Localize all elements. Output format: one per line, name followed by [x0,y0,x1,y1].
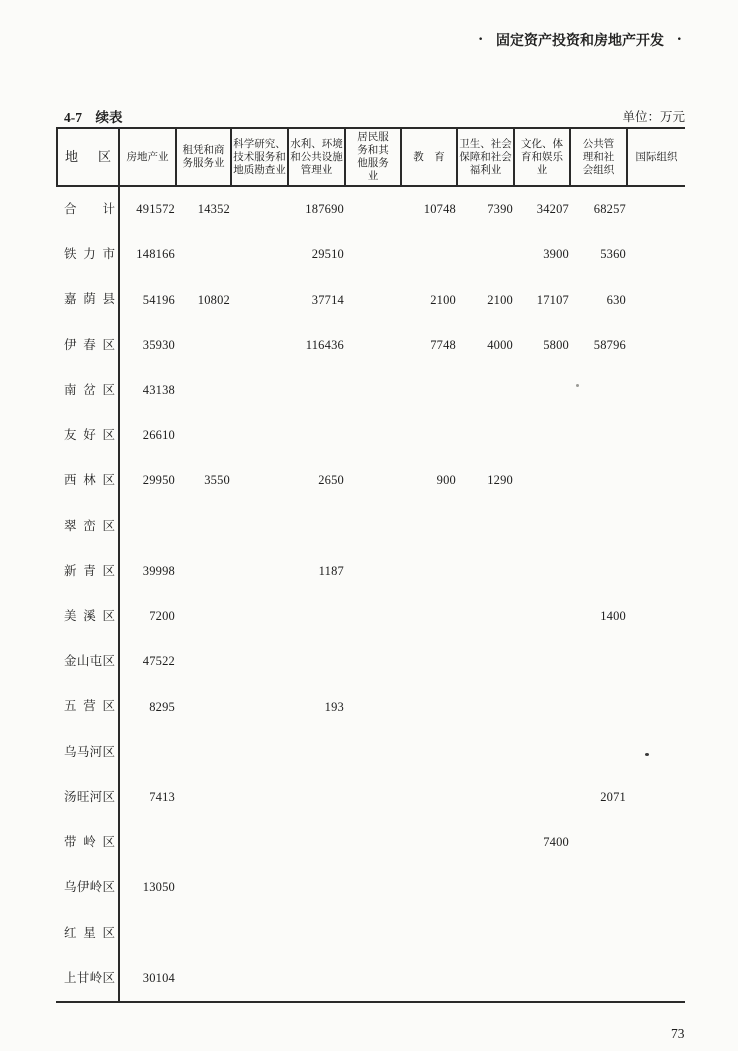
value-cell [346,820,402,865]
value-cell [628,504,685,549]
value-cell [289,820,346,865]
value-cell [571,549,628,594]
header-dot-left: · [478,31,484,48]
value-cell: 39998 [142,563,175,578]
value-cell [458,639,515,684]
table-row [56,368,685,413]
value-cell [232,413,289,458]
value-cell: 29950 [142,473,175,488]
value-cell [177,639,232,684]
column-header-10: 国际组织 [635,151,678,163]
table-row [56,413,685,458]
value-cell [177,368,232,413]
value-cell [177,820,232,865]
value-cell: 7748 [430,337,456,352]
value-cell: 17107 [536,292,569,307]
value-cell [289,413,346,458]
value-cell: 630 [606,292,626,307]
value-cell [515,911,571,956]
value-cell: 491572 [136,202,175,217]
value-cell [458,730,515,775]
value-cell: 7200 [149,609,175,624]
value-cell [402,730,458,775]
value-cell [346,323,402,368]
value-cell [289,730,346,775]
value-cell [289,504,346,549]
statistics-table [56,127,685,1003]
value-cell: 3900 [543,247,569,262]
value-cell [628,549,685,594]
value-cell: 193 [324,699,344,714]
value-cell [120,911,177,956]
value-cell [289,865,346,910]
header-dot-right: · [676,31,682,48]
value-cell [458,684,515,729]
value-cell [120,504,177,549]
value-cell [232,684,289,729]
column-header-8: 文化、体育和娱乐业 [515,129,571,185]
value-cell [402,820,458,865]
value-cell [571,458,628,503]
value-cell: 2650 [318,473,344,488]
value-cell [628,639,685,684]
value-cell: 1400 [600,609,626,624]
value-cell: 7390 [487,202,513,217]
value-cell: 34207 [536,202,569,217]
value-cell: 10802 [197,292,230,307]
value-cell [628,956,685,1001]
value-cell [346,639,402,684]
value-cell [628,594,685,639]
value-cell [346,413,402,458]
value-cell [120,820,177,865]
value-cell [346,232,402,277]
region-cell: 上甘岭区 [56,956,120,1001]
table-row [56,865,685,910]
column-header-6: 教 育 [402,129,458,185]
value-cell: 35930 [142,337,175,352]
table-body [56,187,685,1001]
value-cell [628,277,685,322]
value-cell [289,639,346,684]
value-cell: 2100 [430,292,456,307]
value-cell [402,232,458,277]
region-cell: 铁力市 [56,232,120,277]
column-header-5: 居民服务和其他服务业 [346,129,402,185]
value-cell: 7413 [149,789,175,804]
value-cell [289,956,346,1001]
value-cell [346,865,402,910]
region-cell: 乌伊岭区 [56,865,120,910]
value-cell [402,911,458,956]
value-cell: 26610 [142,428,175,443]
value-cell [515,549,571,594]
value-cell: 43138 [142,382,175,397]
value-cell [402,956,458,1001]
value-cell: 68257 [593,202,626,217]
table-caption: 4-7 续表 [64,110,123,125]
value-cell [628,865,685,910]
value-cell [177,684,232,729]
value-cell: 37714 [311,292,344,307]
value-cell: 5360 [600,247,626,262]
value-cell [458,865,515,910]
region-cell: 翠峦区 [56,504,120,549]
value-cell [232,277,289,322]
value-cell: 187690 [305,202,344,217]
value-cell [346,911,402,956]
value-cell: 47522 [142,654,175,669]
value-cell: 13050 [142,880,175,895]
value-cell [571,504,628,549]
region-cell: 嘉荫县 [56,277,120,322]
value-cell: 116436 [305,337,344,352]
value-cell [515,639,571,684]
value-cell [458,368,515,413]
region-cell: 红星区 [56,911,120,956]
value-cell: 58796 [593,337,626,352]
value-cell [571,956,628,1001]
value-cell [289,911,346,956]
region-cell: 五营区 [56,684,120,729]
value-cell [177,413,232,458]
region-cell: 金山屯区 [56,639,120,684]
value-cell [120,730,177,775]
value-cell [458,594,515,639]
value-cell [346,730,402,775]
value-cell [232,820,289,865]
value-cell [177,232,232,277]
value-cell [458,232,515,277]
value-cell [515,775,571,820]
print-speck [576,384,579,387]
column-header-9: 公共管理和社会组织 [571,129,628,185]
value-cell: 1290 [487,473,513,488]
value-cell [346,504,402,549]
region-cell: 西林区 [56,458,120,503]
value-cell [628,232,685,277]
value-cell [515,594,571,639]
value-cell: 10748 [423,202,456,217]
value-cell [177,549,232,594]
value-cell [571,820,628,865]
value-cell [232,504,289,549]
value-cell: 148166 [136,247,175,262]
value-cell [232,639,289,684]
value-cell [232,458,289,503]
value-cell [628,911,685,956]
table-row [56,820,685,865]
column-header-7: 卫生、社会保障和社会福利业 [458,129,515,185]
value-cell: 7400 [543,835,569,850]
column-header-2: 租凭和商务服务业 [177,129,232,185]
table-row [56,775,685,820]
column-header-4: 水利、环境和公共设施管理业 [289,129,346,185]
value-cell: 5800 [543,337,569,352]
table-row [56,549,685,594]
table-row [56,956,685,1001]
value-cell [628,684,685,729]
value-cell [232,187,289,232]
value-cell [232,232,289,277]
value-cell [232,775,289,820]
value-cell [177,594,232,639]
print-speck [645,753,649,756]
region-cell: 南岔区 [56,368,120,413]
value-cell [177,865,232,910]
value-cell [232,594,289,639]
value-cell [628,458,685,503]
running-header-title: 固定资产投资和房地产开发 [496,34,664,49]
value-cell [571,865,628,910]
value-cell [346,187,402,232]
value-cell [232,911,289,956]
value-cell [232,865,289,910]
value-cell [628,730,685,775]
value-cell [458,504,515,549]
value-cell [346,277,402,322]
unit-label: 单位：万元 [622,110,685,124]
value-cell [346,684,402,729]
running-header [478,31,682,49]
value-cell [458,549,515,594]
value-cell [346,368,402,413]
table-header-row [56,129,685,187]
value-cell [515,458,571,503]
table-row [56,594,685,639]
value-cell [177,911,232,956]
value-cell [515,368,571,413]
value-cell [402,775,458,820]
value-cell [232,956,289,1001]
value-cell [515,684,571,729]
value-cell [177,504,232,549]
value-cell [571,413,628,458]
value-cell: 900 [436,473,456,488]
value-cell: 29510 [311,247,344,262]
value-cell [458,911,515,956]
table-row [56,277,685,322]
value-cell [402,368,458,413]
value-cell [458,820,515,865]
table-row [56,187,685,232]
table-row [56,684,685,729]
value-cell [177,730,232,775]
value-cell [289,368,346,413]
value-cell: 14352 [197,202,230,217]
value-cell [232,323,289,368]
region-cell: 汤旺河区 [56,775,120,820]
value-cell [628,775,685,820]
value-cell [402,504,458,549]
region-cell: 友好区 [56,413,120,458]
value-cell [346,956,402,1001]
value-cell [628,187,685,232]
table-row [56,639,685,684]
value-cell [571,639,628,684]
value-cell [402,865,458,910]
value-cell [628,820,685,865]
value-cell [571,911,628,956]
region-cell: 伊春区 [56,323,120,368]
value-cell [289,775,346,820]
value-cell [515,956,571,1001]
column-header-3: 科学研究、技术服务和地质勘查业 [232,129,289,185]
value-cell [402,684,458,729]
region-cell: 乌马河区 [56,730,120,775]
value-cell [177,323,232,368]
value-cell [402,413,458,458]
page-number: 73 [671,1026,685,1041]
value-cell [232,368,289,413]
value-cell [346,549,402,594]
value-cell [458,413,515,458]
value-cell [628,323,685,368]
value-cell [346,458,402,503]
value-cell [458,956,515,1001]
table-row [56,232,685,277]
region-cell: 合计 [56,187,120,232]
value-cell [571,730,628,775]
value-cell [515,865,571,910]
value-cell: 2100 [487,292,513,307]
table-row [56,458,685,503]
value-cell: 30104 [142,970,175,985]
value-cell [177,956,232,1001]
table-row [56,323,685,368]
value-cell [232,549,289,594]
value-cell: 8295 [149,699,175,714]
region-cell: 新青区 [56,549,120,594]
region-cell: 美溪区 [56,594,120,639]
value-cell [232,730,289,775]
column-header-region: 地区 [56,129,120,185]
table-row [56,504,685,549]
value-cell [346,775,402,820]
value-cell: 4000 [487,337,513,352]
value-cell [571,368,628,413]
value-cell [515,413,571,458]
table-row [56,730,685,775]
value-cell [402,549,458,594]
value-cell [628,368,685,413]
value-cell: 2071 [600,789,626,804]
value-cell [346,594,402,639]
value-cell [289,594,346,639]
value-cell [402,594,458,639]
column-header-1: 房地产业 [120,129,177,185]
value-cell [515,504,571,549]
table-row [56,911,685,956]
value-cell: 3550 [204,473,230,488]
value-cell [177,775,232,820]
region-cell: 带岭区 [56,820,120,865]
value-cell: 54196 [142,292,175,307]
value-cell [402,639,458,684]
value-cell [571,684,628,729]
value-cell: 1187 [318,563,344,578]
value-cell [515,730,571,775]
value-cell [458,775,515,820]
value-cell [628,413,685,458]
